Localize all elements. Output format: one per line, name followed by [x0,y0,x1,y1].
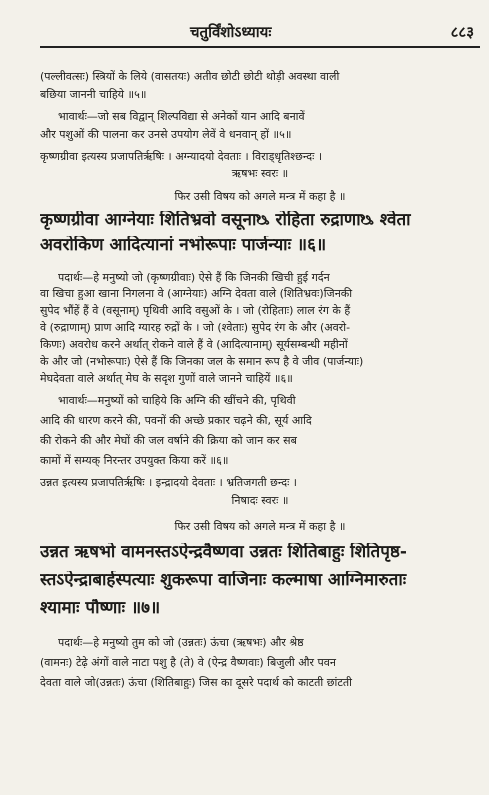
mantra-line: कृष्णग्रीवा आग्नेयाः शितिभ्रवो वसूनाᳬ रोहिता रुद्राणाᳬ श्वेता [40,211,411,230]
text-line: वे (रुद्राणाम्) प्राण आदि ग्यारह रुद्रों के । जो (श्वेताः) सुपेद रंग के और (अवरो- [40,321,351,334]
mantra-line: स्तऽऐन्द्राबार्हस्पत्याः शुकरूपा वाजिनाः कल्माषा आग्निमारुताः [40,571,407,590]
text-line: और पशुओं की पालना कर उनसे उपयोग लेवें वे धनवान् हों ॥५॥ [40,128,292,141]
text-line: (वामनः) टेढ़े अंगों वाले नाटा पशु है (ते) वे (ऐन्द्र वैष्णवाः) बिजुली और पवन [40,656,336,669]
page-number: ८८३ [450,23,474,41]
text-line: भावार्थः—मनुष्यों को चाहिये कि अग्नि की खींचने की, पृथिवी [58,394,296,407]
text-line: (पल्लीवत्सः) स्त्रियों के लिये (वासतयः) अतीव छोटी छोटी थोड़ी अवस्था वाली [40,70,340,83]
text-line: की रोकने की और मेघों की जल वर्षाने की क्रिया को जान कर सब [40,434,297,447]
mantra-line: उन्नत ऋषभो वामनस्तऽऐन्द्रवैष्णवा उन्नतः शितिबाहुः शितिपृष्ठ- [40,543,407,562]
mantra-line: श्यामाः पौष्णाः ॥७॥ [40,599,161,618]
text-line: मेघदेवता वाले अर्थात् मेघ के सदृश गुणों वाले जानने चाहियें ॥६॥ [40,372,293,385]
text-line: सुपेद भौंहें हैं वे (वसूनाम्) पृथिवी आदि वसुओं के । जो (रोहिताः) लाल रंग के हैं [40,304,351,317]
text-line: निषादः स्वरः ॥ [231,494,289,507]
chapter-title: चतुर्विंशोऽध्यायः [190,23,272,41]
text-line: किणः) अवरोध करने अर्थात् रोकने वाले हैं वे (आदित्यानाम्) सूर्यसम्बन्धी महीनों [40,338,348,351]
text-line: पदार्थः—हे मनुष्यो तुम को जो (उन्नतः) ऊंचा (ऋषभः) और श्रेष्ठ [58,636,304,649]
text-line: भावार्थः—जो सब विद्वान् शिल्पविद्या से अनेकों यान आदि बनावें [58,110,305,123]
text-line: के और जो (नभोरूपाः) ऐसे हैं कि जिनका जल के समान रूप है वे जीव (पार्जन्याः) [40,355,364,368]
text-line: फिर उसी विषय को अगले मन्त्र में कहा है ॥ [174,520,346,533]
text-line: पदार्थः—हे मनुष्यो जो (कृष्णग्रीवाः) ऐसे हैं कि जिनकी खिची हुई गर्दन [58,271,330,284]
text-line: देवता वाले जो(उन्नतः) ऊंचा (शितिबाहुः) जिस का दूसरे पदार्थ को काटती छांटती [40,676,353,689]
text-line: उन्नत इत्यस्य प्रजापतिर्ऋषिः । इन्द्रादयो देवताः । भ्रतिजगती छन्दः । [40,476,297,489]
text-line: फिर उसी विषय को अगले मन्त्र में कहा है ॥ [174,190,346,203]
text-line: कामों में सम्यक् निरन्तर उपयुक्त किया करें ॥६॥ [40,454,229,467]
text-line: ऋषभः स्वरः ॥ [231,167,289,180]
mantra-line: अवरोकिण आदित्यानां नभोरूपाः पार्जन्याः ॥६॥ [40,236,327,255]
text-line: आदि की धारण करने की, पवनों की अच्छे प्रकार चढ़ने की, सूर्य आदि [40,414,312,427]
text-line: वा खिचा हुआ खाना निगलना वे (आग्नेयाः) अग्नि देवता वाले (शितिभ्रवः)जिनकी [40,287,353,300]
text-line: बछिया जाननी चाहिये ॥५॥ [40,88,147,101]
text-line: कृष्णग्रीवा इत्यस्य प्रजापतिर्ऋषिः । अग्न्यादयो देवताः । विराड्धृतिश्छन्दः । [40,150,322,163]
page-header [40,22,480,48]
